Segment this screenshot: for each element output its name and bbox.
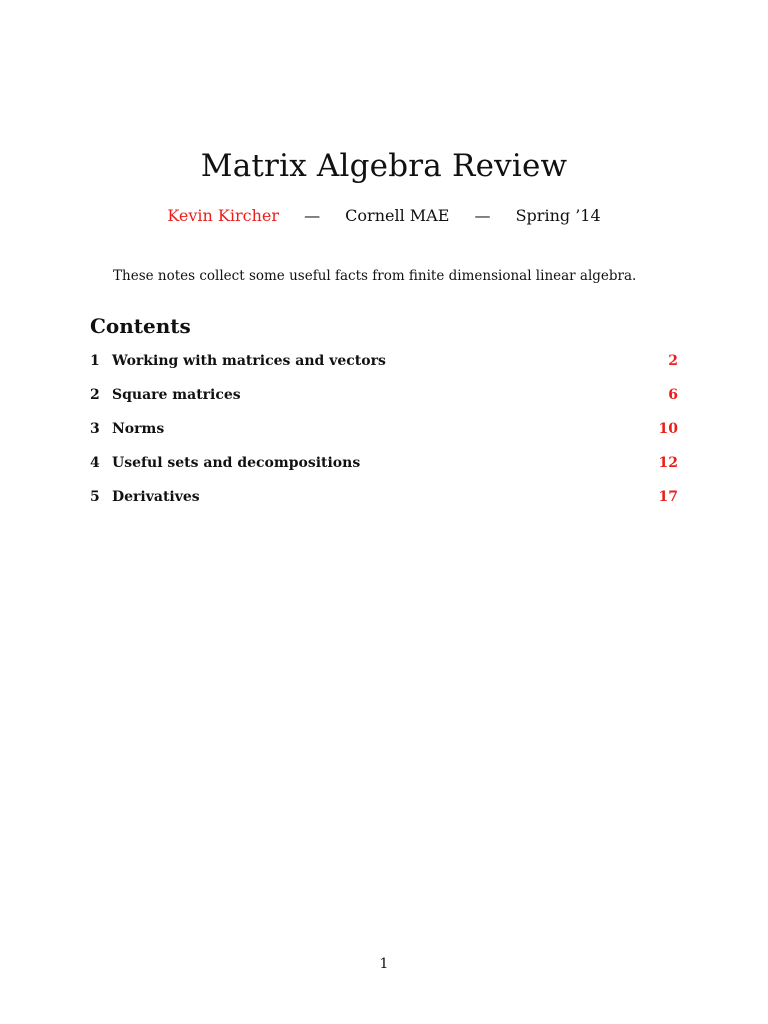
document-title: Matrix Algebra Review: [200, 148, 568, 184]
toc-entry-number: 1: [90, 353, 100, 369]
toc-entry[interactable]: [90, 384, 678, 418]
byline-separator: —: [304, 206, 321, 225]
toc-entry-title: Norms: [112, 421, 165, 437]
toc-entry-title: Derivatives: [112, 489, 200, 505]
toc-entry-title: Working with matrices and vectors: [112, 353, 386, 369]
toc-entry-page-link[interactable]: 2: [668, 353, 678, 369]
toc-entry-number: 3: [90, 421, 100, 437]
toc-entry-title: Square matrices: [112, 387, 241, 403]
toc-entry-page-link[interactable]: 6: [668, 387, 678, 403]
toc-entry-number: 5: [90, 489, 100, 505]
page-number: 1: [379, 956, 389, 972]
toc-entry[interactable]: [90, 350, 678, 384]
toc-entry[interactable]: [90, 418, 678, 452]
toc-entry[interactable]: [90, 486, 678, 520]
byline-separator: —: [474, 206, 491, 225]
toc-entry[interactable]: [90, 452, 678, 486]
affiliation: Cornell MAE: [345, 206, 450, 225]
abstract: These notes collect some useful facts from finite dimensional linear algebra.: [113, 268, 637, 284]
toc-entry-number: 2: [90, 387, 100, 403]
author-link[interactable]: Kevin Kircher: [167, 206, 279, 225]
toc-entry-title: Useful sets and decompositions: [112, 455, 361, 471]
toc-entry-number: 4: [90, 455, 100, 471]
byline: [0, 205, 768, 227]
toc-entry-page-link[interactable]: 12: [658, 455, 678, 471]
toc-entry-page-link[interactable]: 17: [658, 489, 678, 505]
term: Spring ’14: [515, 206, 601, 225]
table-of-contents: [90, 350, 678, 520]
toc-entry-page-link[interactable]: 10: [658, 421, 678, 437]
contents-heading: Contents: [90, 314, 191, 338]
